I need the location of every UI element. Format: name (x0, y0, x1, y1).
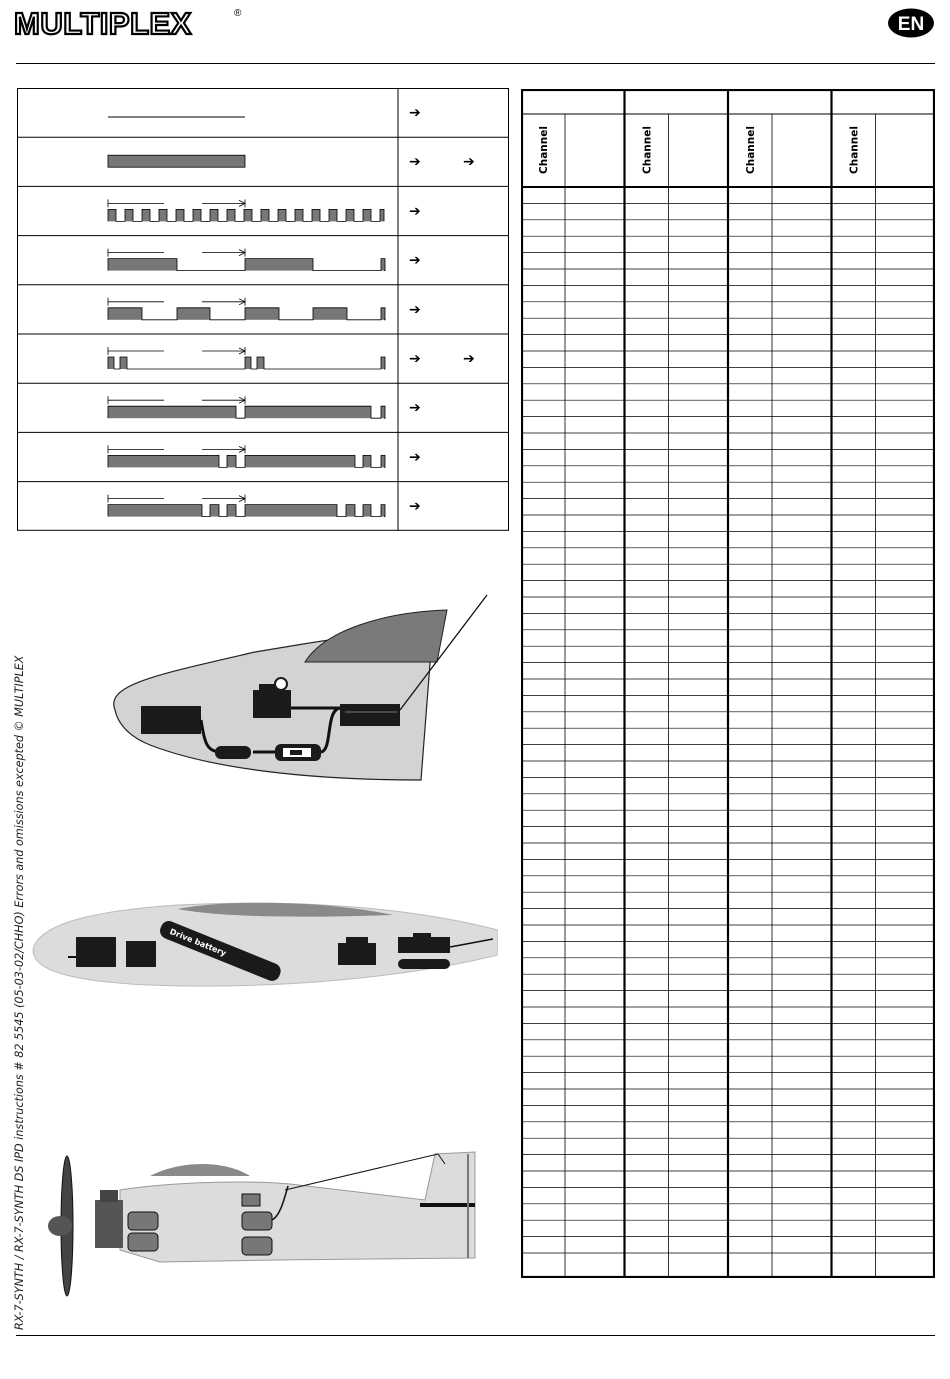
legend-arrow-icon: ➔ (409, 105, 421, 121)
receiver (242, 1237, 272, 1255)
legend-row-medium-blink (108, 298, 421, 320)
legend-arrow-icon: ➔ (409, 498, 421, 515)
servo (338, 943, 376, 965)
electric-model-figure (28, 895, 498, 995)
legend-row-thin-line (108, 105, 421, 121)
legend-arrow-icon: ➔ (409, 252, 421, 269)
fuel-tank (128, 1212, 158, 1230)
footer-rule (16, 1335, 935, 1336)
legend-arrow-icon: ➔ (409, 449, 421, 466)
language-code: EN (897, 14, 925, 35)
legend-row-slow-blink (108, 249, 421, 271)
legend-arrow-icon: ➔ (463, 351, 475, 367)
engine-canopy (150, 1164, 250, 1176)
channel-column-header: Channel (641, 126, 654, 174)
servo (253, 690, 291, 718)
legend-row-double-flash (108, 347, 475, 369)
battery-pack (141, 706, 201, 734)
led-code-legend-svg (17, 88, 509, 531)
header-rule (16, 63, 935, 64)
legend-row-solid-bar (108, 154, 475, 170)
channel-column-header: Channel (848, 126, 861, 174)
drive-battery-label: Drive battery (168, 927, 228, 958)
plug-connector (215, 746, 251, 759)
legend-row-single-gap (108, 396, 421, 418)
brand-name: MULTIPLEX (14, 6, 192, 40)
glider-canopy (305, 610, 447, 662)
multiplex-logo (14, 6, 254, 40)
engine-block (95, 1200, 123, 1248)
receiver-battery (128, 1233, 158, 1251)
speed-controller (126, 941, 156, 967)
receiver-battery (398, 959, 450, 969)
document-reference-note: RX-7-SYNTH / RX-7-SYNTH DS IPD instructions # 82 5545 (05-03-02/CHHO) Errors and omissions excepted © MULTIPLEX (13, 655, 26, 1330)
motor (76, 937, 116, 967)
receiver-aerial (285, 1154, 438, 1190)
receiver (340, 704, 400, 726)
legend-row-triple-gap (108, 495, 421, 517)
servo (242, 1212, 272, 1230)
receiver (398, 937, 450, 953)
legend-row-double-gap (108, 445, 421, 467)
glider-installation-figure (95, 590, 495, 785)
legend-arrow-icon: ➔ (409, 154, 421, 171)
led-code-legend (17, 88, 509, 531)
channel-assignment-table (521, 89, 935, 1278)
channel-column-header: Channel (538, 126, 550, 174)
legend-row-fast-blink (108, 199, 421, 221)
legend-arrow-icon: ➔ (409, 203, 421, 220)
legend-arrow-icon: ➔ (409, 301, 421, 318)
registered-mark: ® (234, 8, 242, 19)
channel-table-grid (521, 89, 935, 1278)
channel-column-header: Channel (745, 126, 757, 174)
legend-arrow-icon: ➔ (409, 351, 421, 367)
language-badge (887, 8, 935, 38)
legend-arrow-icon: ➔ (409, 400, 421, 417)
engine-model-figure (40, 1150, 480, 1300)
legend-arrow-icon: ➔ (463, 154, 475, 171)
